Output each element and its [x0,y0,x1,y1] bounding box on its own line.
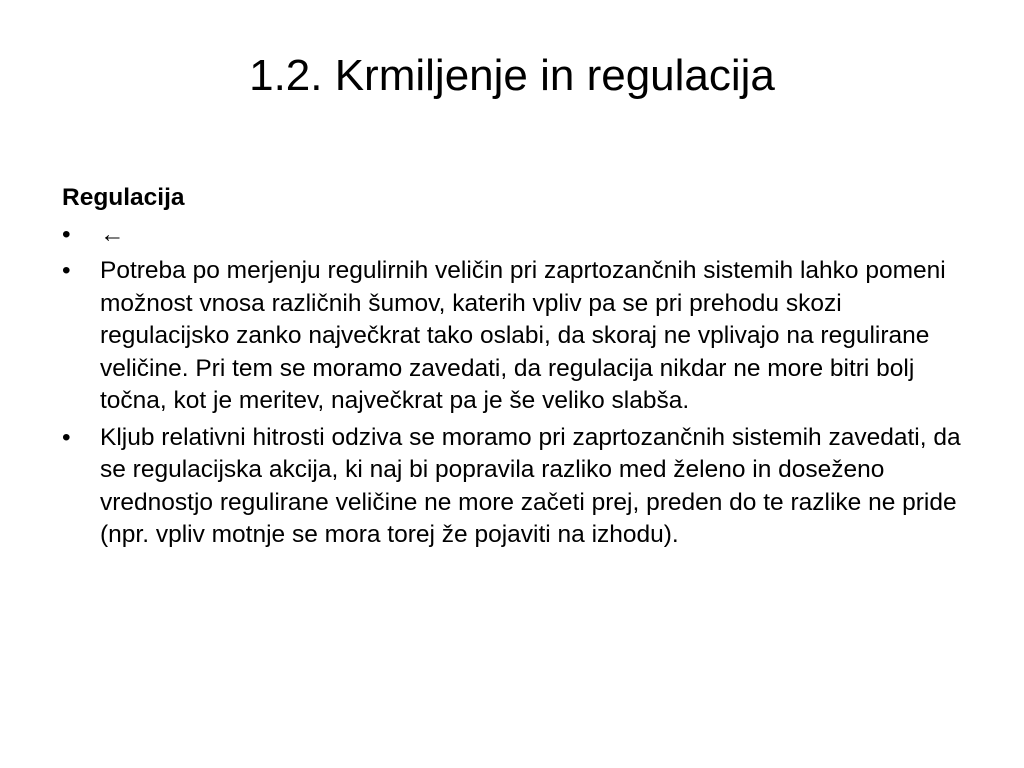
bullet-item-arrow [62,219,972,252]
bullet-text: Potreba po merjenju regulirnih veličin pri zaprtozančnih sistemih lahko pomeni možnost vnosa različnih šumov, katerih vpliv pa se pri prehodu skozi regulacijsko zanko največkrat tako oslabi, da skoraj ne vplivajo na regulirane veličine. Pri tem se moramo zavedati, da regulacija nikdar ne more bitri bolj točna, kot je meritev, največkrat pa je še veliko slabša. [100,257,946,414]
bullet-item-response [62,422,972,552]
bullet-item-measurement [62,255,972,418]
bullet-dot: • [62,423,71,451]
slide-title: 1.2. Krmiljenje in regulacija [249,51,775,100]
bullet-text: Kljub relativni hitrosti odziva se moramo pri zaprtozančnih sistemih zavedati, da se regulacijska akcija, ki naj bi popravila razliko med želeno in doseženo vrednostjo regulirane veličine ne more začeti prej, preden do te razlike ne pride (npr. vpliv motnje se mora torej že pojaviti na izhodu). [100,423,961,548]
slide-content [62,182,972,556]
left-arrow-icon: ← [100,220,125,248]
section-heading: Regulacija [62,184,185,211]
bullet-dot: • [62,220,71,248]
bullet-dot: • [62,257,71,284]
bullet-list [62,219,972,552]
